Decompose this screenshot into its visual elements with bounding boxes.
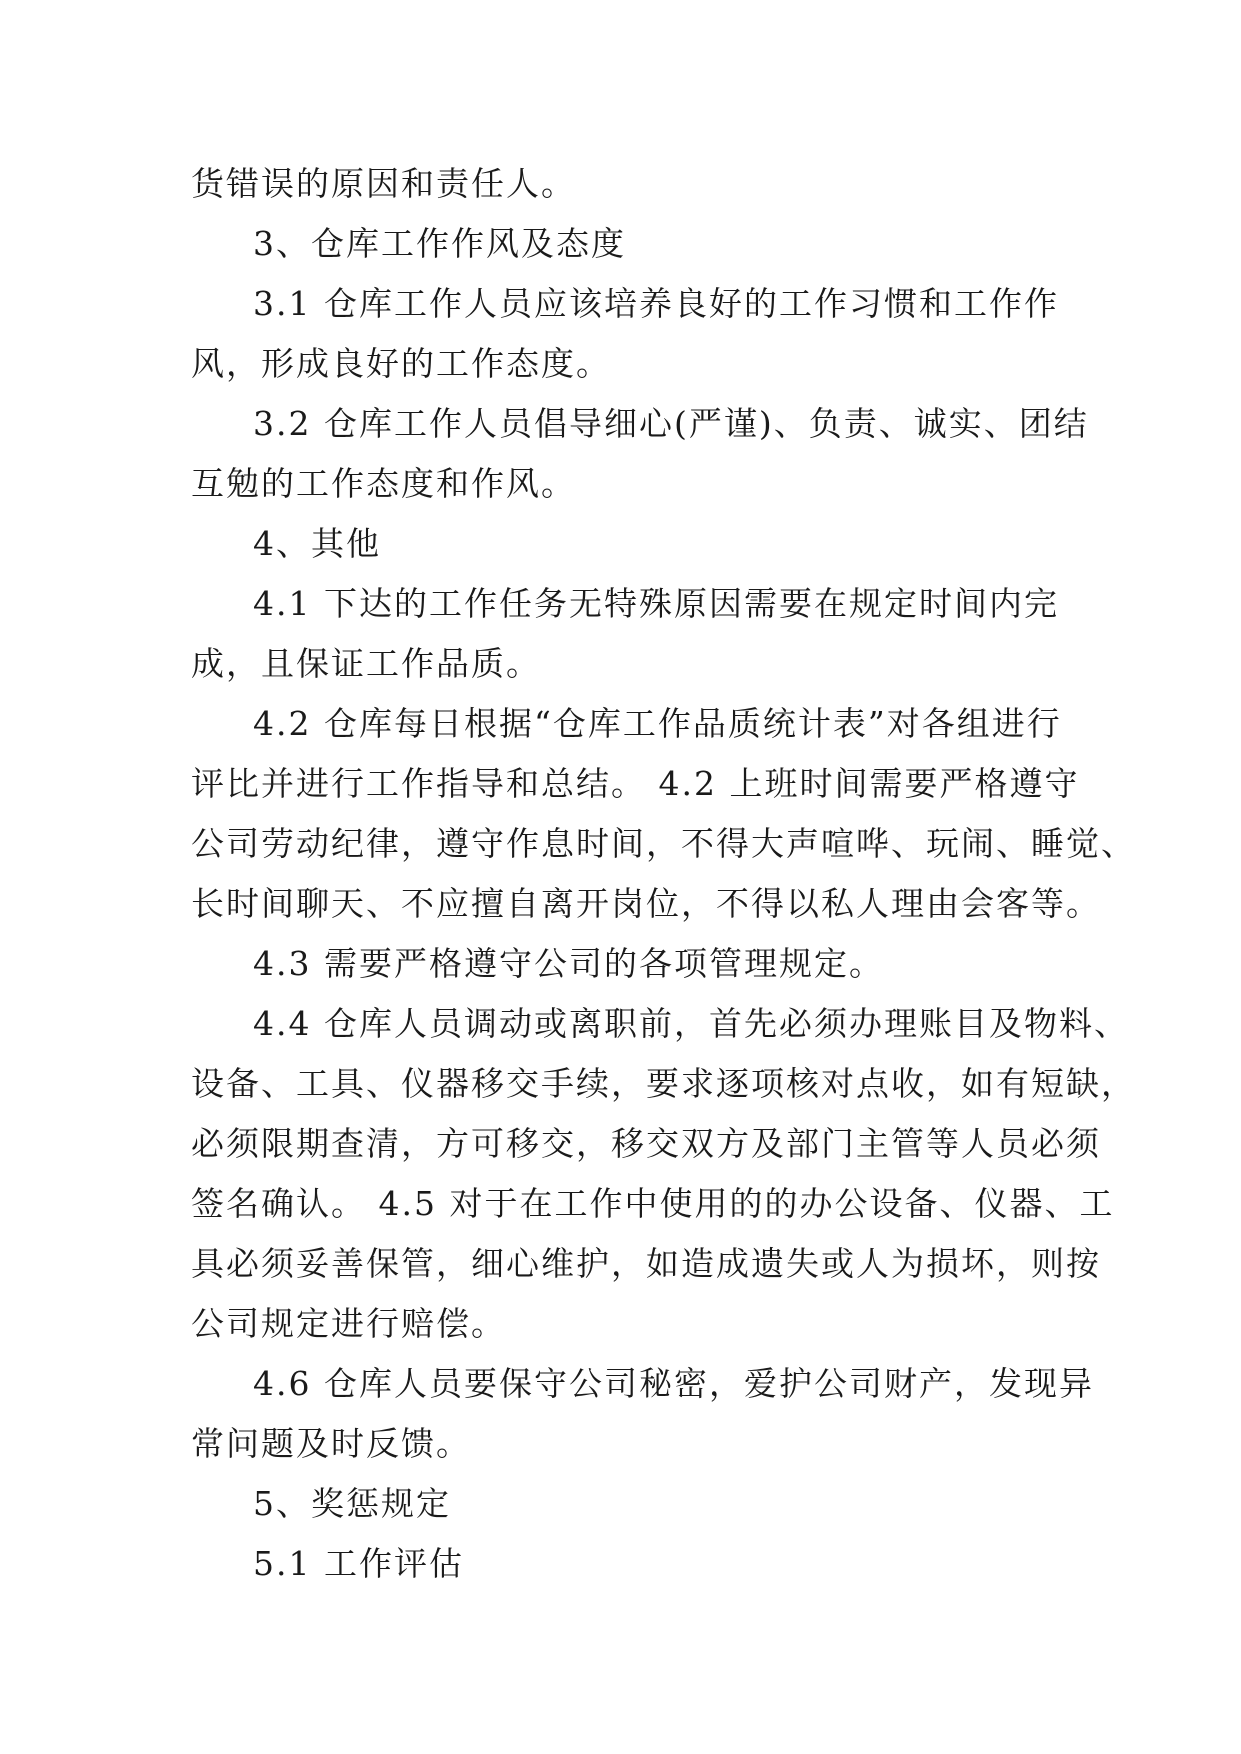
text-line: 4.6 仓库人员要保守公司秘密，爱护公司财产，发现异 (253, 1364, 1094, 1403)
text-line: 互勉的工作态度和作风。 (191, 464, 576, 503)
text-line: 公司劳动纪律，遵守作息时间，不得大声喧哗、玩闹、睡觉、 (191, 824, 1136, 863)
text-line: 成，且保证工作品质。 (191, 644, 541, 683)
text-line: 必须限期查清，方可移交，移交双方及部门主管等人员必须 (191, 1124, 1101, 1163)
text-line: 4.4 仓库人员调动或离职前，首先必须办理账目及物料、 (253, 1004, 1129, 1043)
text-line: 签名确认。 4.5 对于在工作中使用的的办公设备、仪器、工 (191, 1184, 1115, 1223)
section-heading: 4、其他 (253, 524, 381, 563)
text-line: 4.1 下达的工作任务无特殊原因需要在规定时间内完 (253, 584, 1059, 623)
section-heading: 3、仓库工作作风及态度 (253, 224, 626, 263)
text-line: 长时间聊天、不应擅自离开岗位，不得以私人理由会客等。 (191, 884, 1101, 923)
text-line: 风，形成良好的工作态度。 (191, 344, 611, 383)
text-line: 3.1 仓库工作人员应该培养良好的工作习惯和工作作 (253, 284, 1059, 323)
text-line: 具必须妥善保管，细心维护，如造成遗失或人为损坏，则按 (191, 1244, 1101, 1283)
text-line: 4.2 仓库每日根据“仓库工作品质统计表”对各组进行 (253, 704, 1062, 743)
text-line: 4.3 需要严格遵守公司的各项管理规定。 (253, 944, 884, 983)
text-line: 设备、工具、仪器移交手续，要求逐项核对点收，如有短缺， (191, 1064, 1136, 1103)
section-heading: 5、奖惩规定 (253, 1484, 451, 1523)
text-line: 3.2 仓库工作人员倡导细心(严谨)、负责、诚实、团结 (253, 404, 1089, 443)
text-line: 5.1 工作评估 (253, 1544, 464, 1583)
text-line: 常问题及时反馈。 (191, 1424, 471, 1463)
text-line: 货错误的原因和责任人。 (191, 164, 576, 203)
text-line: 评比并进行工作指导和总结。 4.2 上班时间需要严格遵守 (191, 764, 1080, 803)
text-line: 公司规定进行赔偿。 (191, 1304, 506, 1343)
